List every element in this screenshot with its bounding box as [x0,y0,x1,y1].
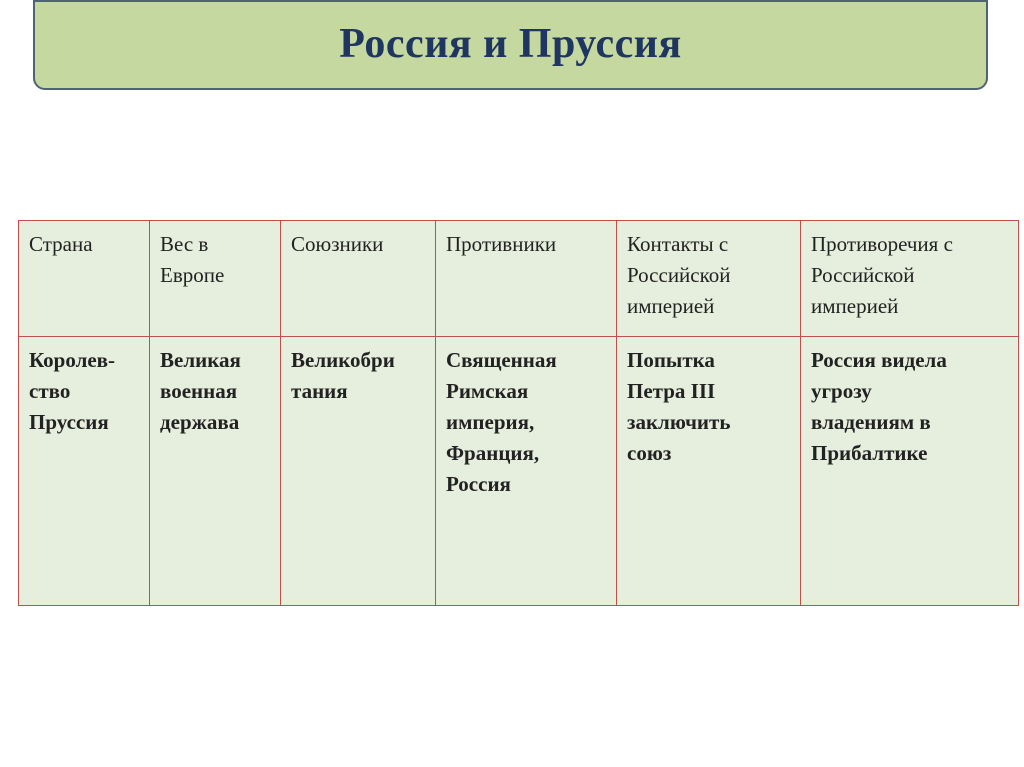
cell-country [19,337,150,606]
table-header-row [19,221,1019,337]
header-cell-weight [150,221,281,337]
header-opponents-text: Противники [446,232,557,256]
cell-contradictions [801,337,1019,606]
header-cell-allies [281,221,436,337]
header-cell-country [19,221,150,337]
cell-weight-text: Великая военная держава [160,348,241,434]
header-cell-contradictions [801,221,1019,337]
cell-weight [150,337,281,606]
cell-contacts-text: Попытка Петра III заключить союз [627,348,731,465]
page-title: Россия и Пруссия [339,21,682,67]
header-cell-opponents [436,221,617,337]
header-cell-contacts [617,221,801,337]
cell-allies [281,337,436,606]
cell-opponents-text: Священная Римская империя, Франция, Россия [446,348,557,496]
cell-contradictions-text: Россия видела угрозу владениям в Прибалтике [811,348,947,465]
header-weight-text: Вес в Европе [160,232,225,287]
header-country-text: Страна [29,232,93,256]
header-contradictions-text: Противоречия с Российской империей [811,232,953,318]
cell-country-text: Королев- ство Пруссия [29,348,116,434]
comparison-table [18,220,1019,606]
title-banner [33,0,988,90]
cell-opponents [436,337,617,606]
table-row [19,337,1019,606]
header-contacts-text: Контакты с Российской империей [627,232,731,318]
cell-allies-text: Великобри тания [291,348,395,403]
cell-contacts [617,337,801,606]
header-allies-text: Союзники [291,232,384,256]
